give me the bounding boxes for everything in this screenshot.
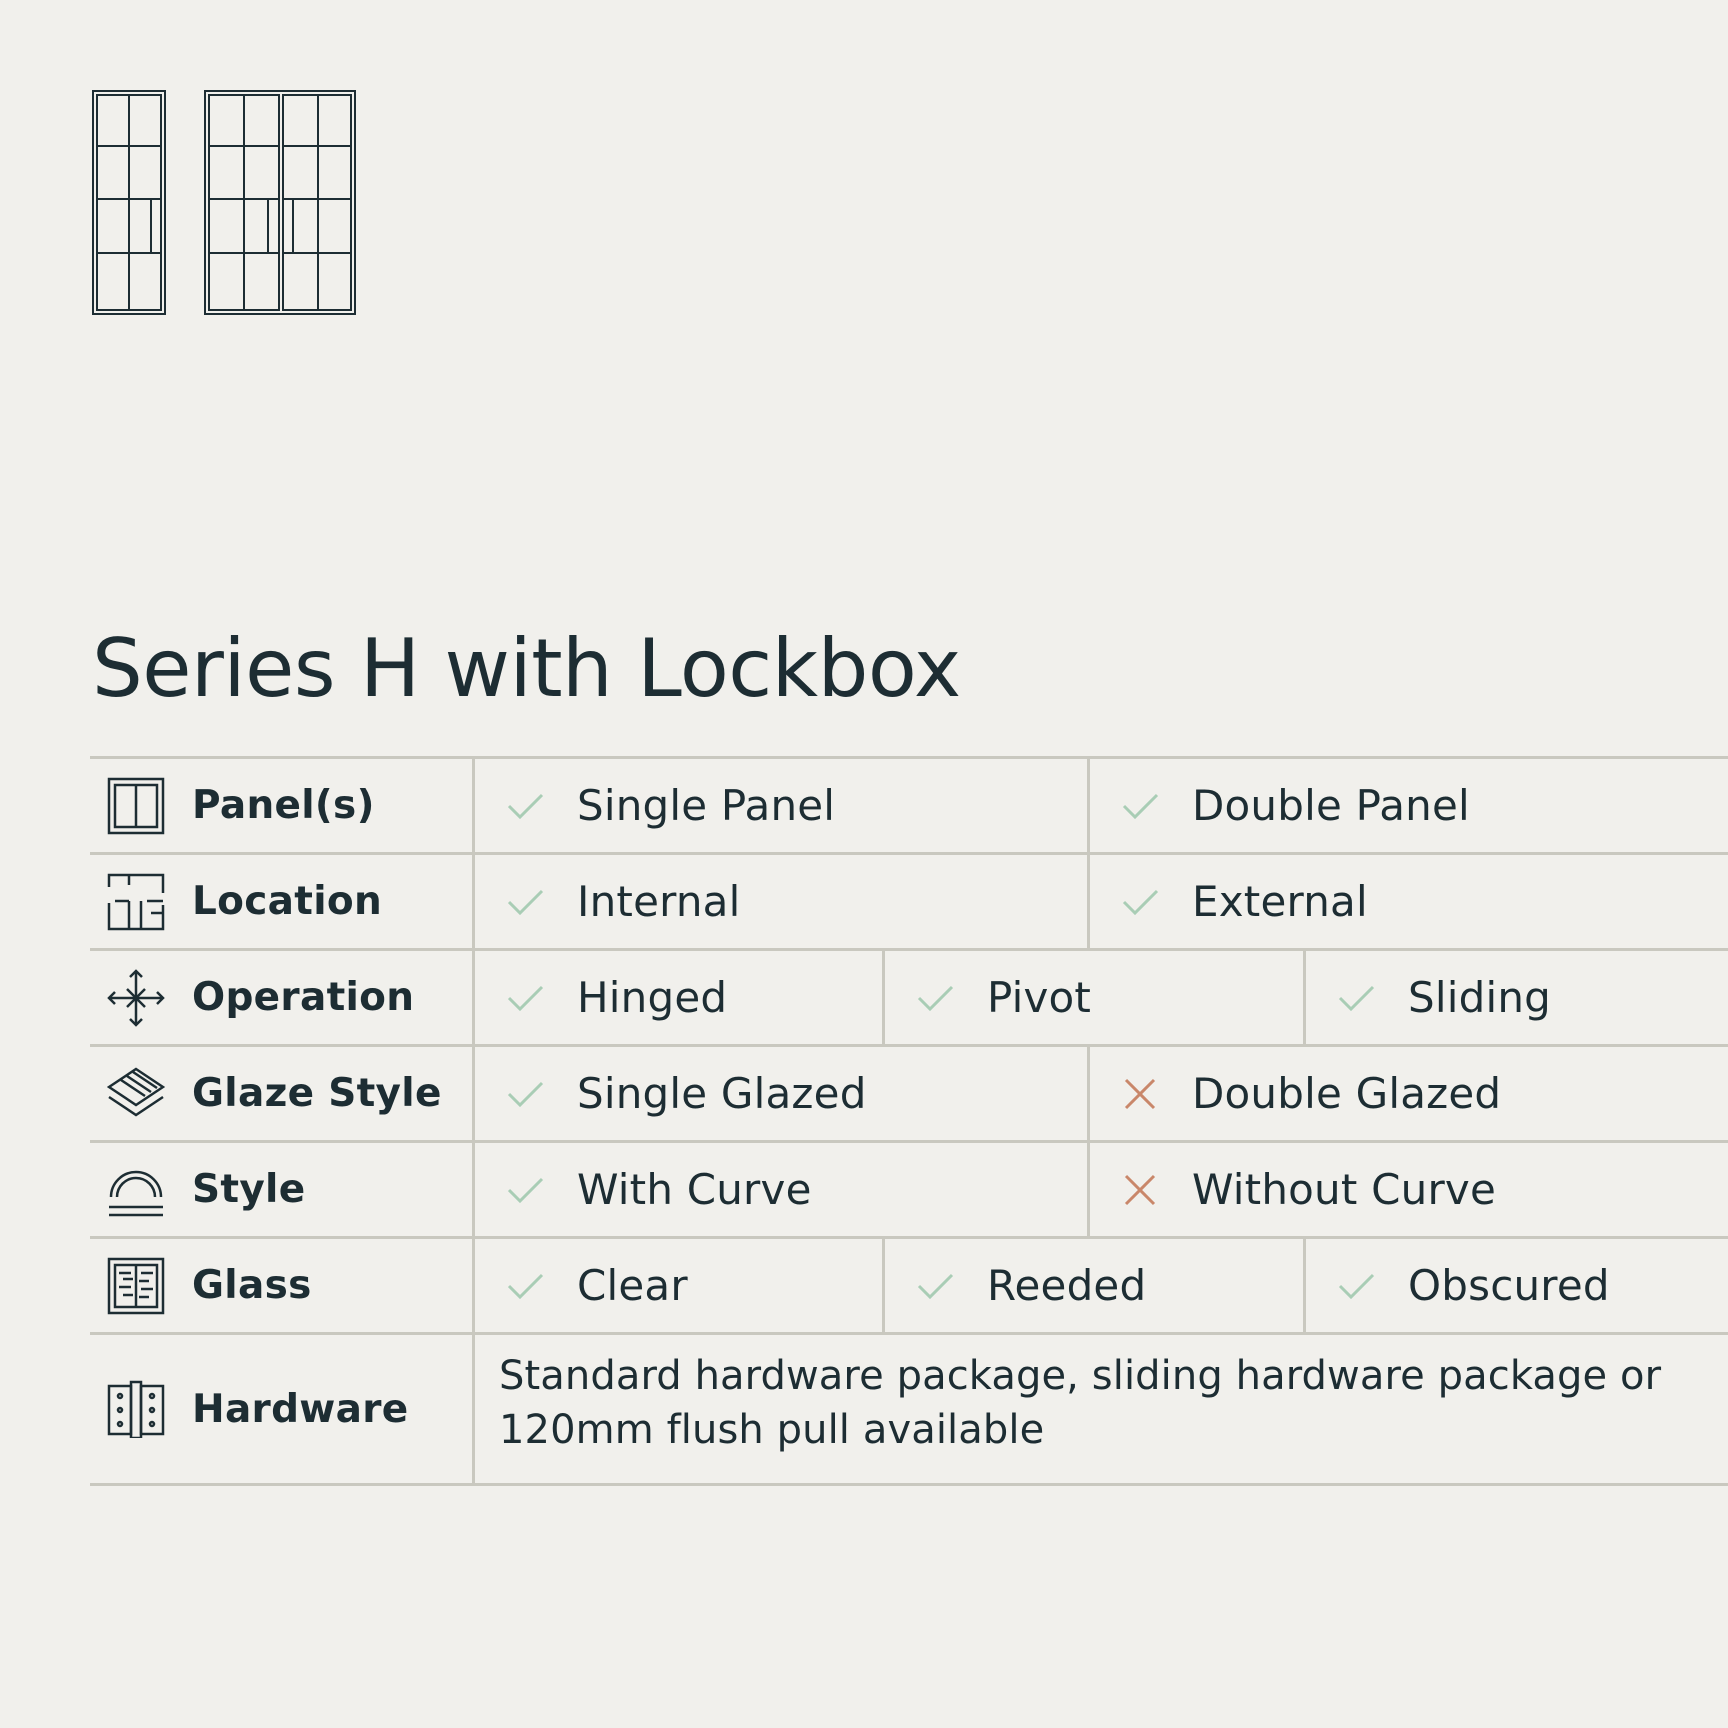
row-glaze-style [90, 1047, 1728, 1143]
option [475, 1143, 1090, 1236]
row-label: Style [192, 1167, 306, 1212]
row-glass [90, 1239, 1728, 1335]
options [475, 759, 1728, 852]
row-label-cell [90, 1239, 475, 1332]
option [475, 1047, 1090, 1140]
panel-icon [106, 776, 166, 836]
options [475, 855, 1728, 948]
row-operation [90, 951, 1728, 1047]
row-label: Glaze Style [192, 1071, 442, 1116]
row-label-cell [90, 855, 475, 948]
row-label: Hardware [192, 1386, 409, 1432]
check-icon [503, 976, 547, 1020]
option-label: Single Glazed [577, 1069, 867, 1118]
check-icon [1334, 1264, 1378, 1308]
door-panels-icon [92, 90, 357, 320]
check-icon [913, 1264, 957, 1308]
option-label: Reeded [987, 1261, 1147, 1310]
options [475, 951, 1728, 1044]
row-label: Operation [192, 975, 415, 1020]
option [475, 855, 1090, 948]
glass-icon [106, 1256, 166, 1316]
layers-icon [106, 1064, 166, 1124]
hinge-icon [106, 1379, 166, 1439]
option-label: Clear [577, 1261, 688, 1310]
option [1090, 1143, 1728, 1236]
option-label: Single Panel [577, 781, 836, 830]
check-icon [503, 880, 547, 924]
option [885, 1239, 1306, 1332]
check-icon [1334, 976, 1378, 1020]
option-label: With Curve [577, 1165, 812, 1214]
option [885, 951, 1306, 1044]
row-panels [90, 759, 1728, 855]
options [475, 1239, 1728, 1332]
option-label: Internal [577, 877, 741, 926]
option [475, 759, 1090, 852]
check-icon [1118, 880, 1162, 924]
row-label: Panel(s) [192, 783, 375, 828]
check-icon [503, 1168, 547, 1212]
row-label-cell [90, 1047, 475, 1140]
check-icon [1118, 784, 1162, 828]
row-label: Location [192, 879, 383, 924]
row-label-cell [90, 1143, 475, 1236]
options [475, 1047, 1728, 1140]
row-label-cell [90, 759, 475, 852]
option-label: Obscured [1408, 1261, 1610, 1310]
page-title: Series H with Lockbox [92, 622, 961, 715]
option [475, 951, 885, 1044]
cross-icon [1118, 1168, 1162, 1212]
option [1090, 855, 1728, 948]
check-icon [503, 784, 547, 828]
option [475, 1239, 885, 1332]
option [1090, 759, 1728, 852]
check-icon [913, 976, 957, 1020]
row-label-cell [90, 951, 475, 1044]
spec-table [90, 756, 1728, 1486]
option-label: Without Curve [1192, 1165, 1497, 1214]
option [1306, 1239, 1728, 1332]
move-arrows-icon [106, 968, 166, 1028]
option-label: External [1192, 877, 1368, 926]
row-label: Glass [192, 1263, 312, 1308]
option-label: Sliding [1408, 973, 1552, 1022]
hardware-description: Standard hardware package, sliding hardware package or 120mm flush pull available [499, 1353, 1662, 1453]
row-style [90, 1143, 1728, 1239]
option [1306, 951, 1728, 1044]
row-label-cell [90, 1335, 475, 1483]
check-icon [503, 1264, 547, 1308]
option-label: Pivot [987, 973, 1092, 1022]
check-icon [503, 1072, 547, 1116]
option [1090, 1047, 1728, 1140]
option-label: Hinged [577, 973, 728, 1022]
row-hardware [90, 1335, 1728, 1486]
options [475, 1143, 1728, 1236]
floorplan-icon [106, 872, 166, 932]
option-label: Double Panel [1192, 781, 1470, 830]
option-label: Double Glazed [1192, 1069, 1502, 1118]
arch-icon [106, 1160, 166, 1220]
cross-icon [1118, 1072, 1162, 1116]
row-location [90, 855, 1728, 951]
